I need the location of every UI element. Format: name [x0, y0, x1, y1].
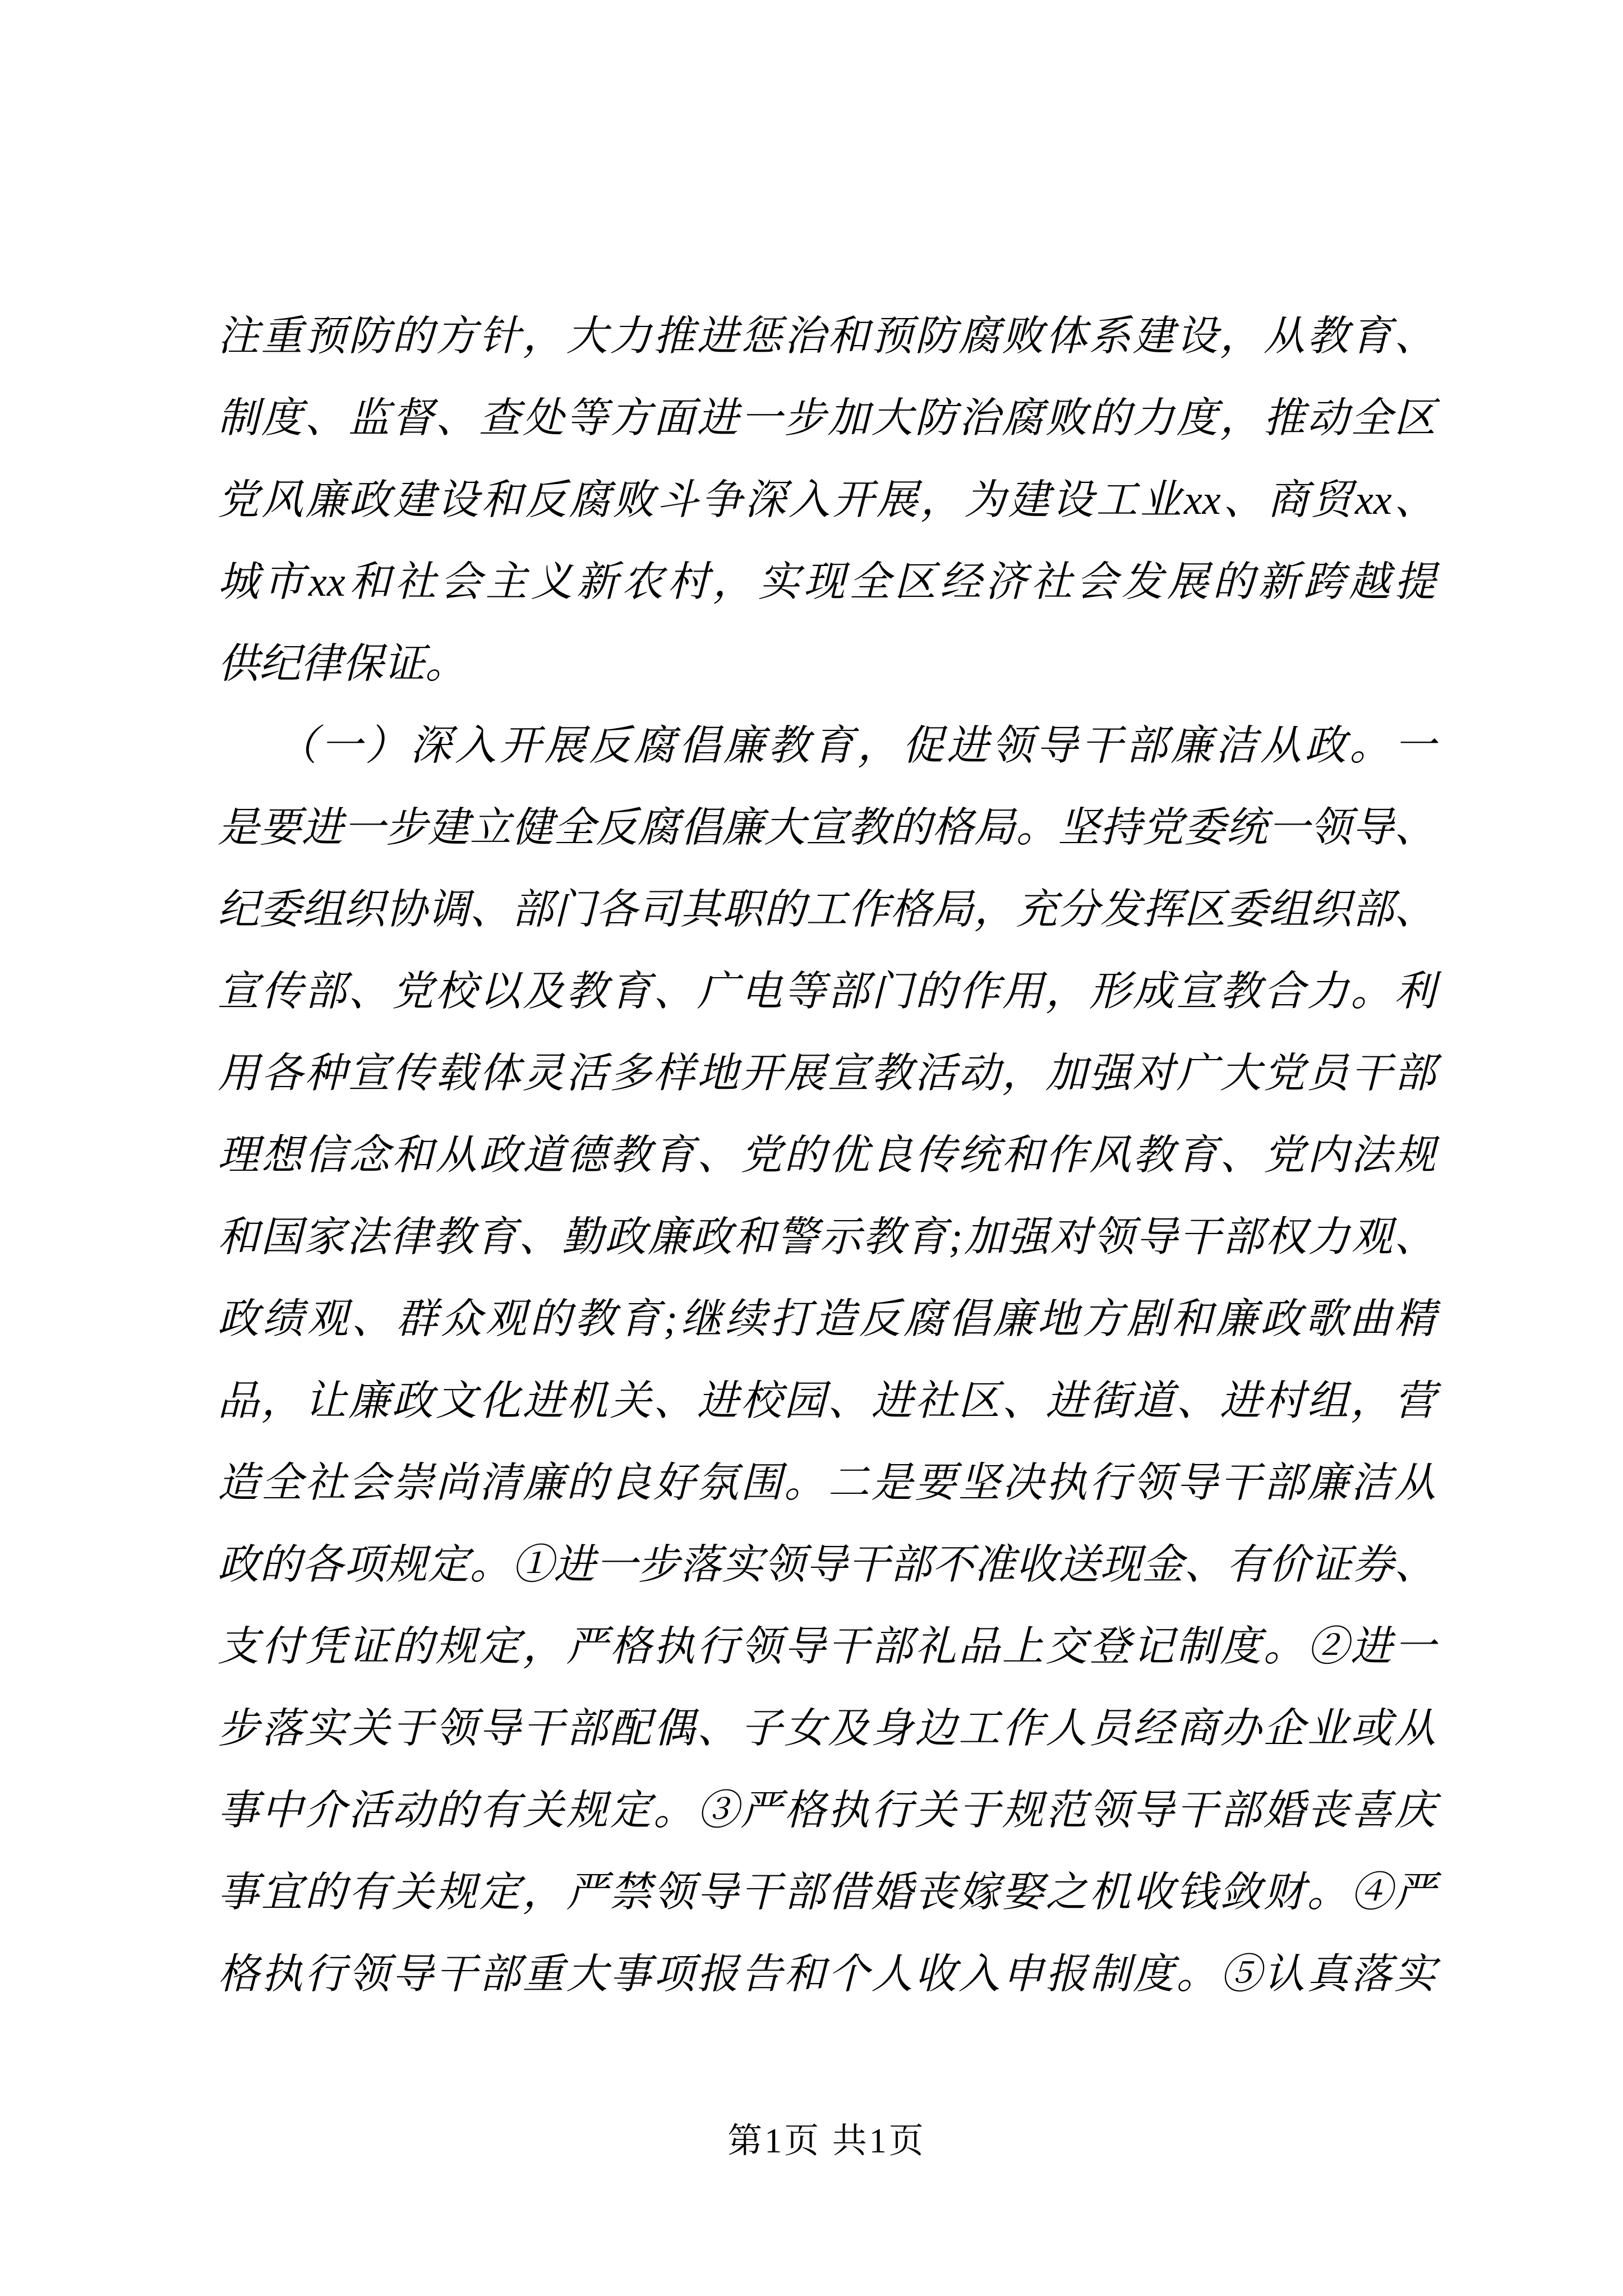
text-line: 政的各项规定。①进一步落实领导干部不准收送现金、有价证券、 [218, 1542, 1436, 1588]
text-line: 步落实关于领导干部配偶、子女及身边工作人员经商办企业或从 [218, 1706, 1436, 1752]
text-line: 党风廉政建设和反腐败斗争深入开展，为建设工业xx、商贸xx、 [218, 477, 1436, 523]
text-line: 城市xx和社会主义新农村，实现全区经济社会发展的新跨越提 [218, 559, 1436, 605]
text-line-paragraph-end: 供纪律保证。 [218, 641, 467, 687]
text-line: 事宜的有关规定，严禁领导干部借婚丧嫁娶之机收钱敛财。④严 [218, 1870, 1436, 1916]
text-line: 支付凭证的规定，严格执行领导干部礼品上交登记制度。②进一 [218, 1624, 1436, 1670]
text-line: 格执行领导干部重大事项报告和个人收入申报制度。⑤认真落实 [218, 1952, 1436, 1998]
text-line: 宣传部、党校以及教育、广电等部门的作用，形成宣教合力。利 [218, 969, 1436, 1015]
text-line: 政绩观、群众观的教育;继续打造反腐倡廉地方剧和廉政歌曲精 [218, 1296, 1436, 1342]
text-line: 制度、监督、查处等方面进一步加大防治腐败的力度，推动全区 [218, 395, 1436, 441]
text-line: 注重预防的方针，大力推进惩治和预防腐败体系建设，从教育、 [218, 314, 1436, 360]
text-line: 造全社会崇尚清廉的良好氛围。二是要坚决执行领导干部廉洁从 [218, 1460, 1436, 1506]
page-number-text: 第1页 共1页 [727, 2122, 926, 2160]
text-line: 用各种宣传载体灵活多样地开展宣教活动，加强对广大党员干部 [218, 1051, 1436, 1097]
text-line: 和国家法律教育、勤政廉政和警示教育;加强对领导干部权力观、 [218, 1214, 1436, 1260]
text-line: 是要进一步建立健全反腐倡廉大宣教的格局。坚持党委统一领导、 [218, 805, 1436, 851]
text-line: 事中介活动的有关规定。③严格执行关于规范领导干部婚丧喜庆 [218, 1788, 1436, 1834]
text-line: 理想信念和从政道德教育、党的优良传统和作风教育、党内法规 [218, 1133, 1436, 1179]
text-line: 品，让廉政文化进机关、进校园、进社区、进街道、进村组，营 [218, 1378, 1436, 1424]
text-line: 纪委组织协调、部门各司其职的工作格局，充分发挥区委组织部、 [218, 887, 1436, 933]
page-footer [218, 2108, 1436, 2175]
text-line-paragraph-start: （一）深入开展反腐倡廉教育，促进领导干部廉洁从政。一 [276, 723, 1436, 769]
document-body [218, 296, 1436, 2016]
